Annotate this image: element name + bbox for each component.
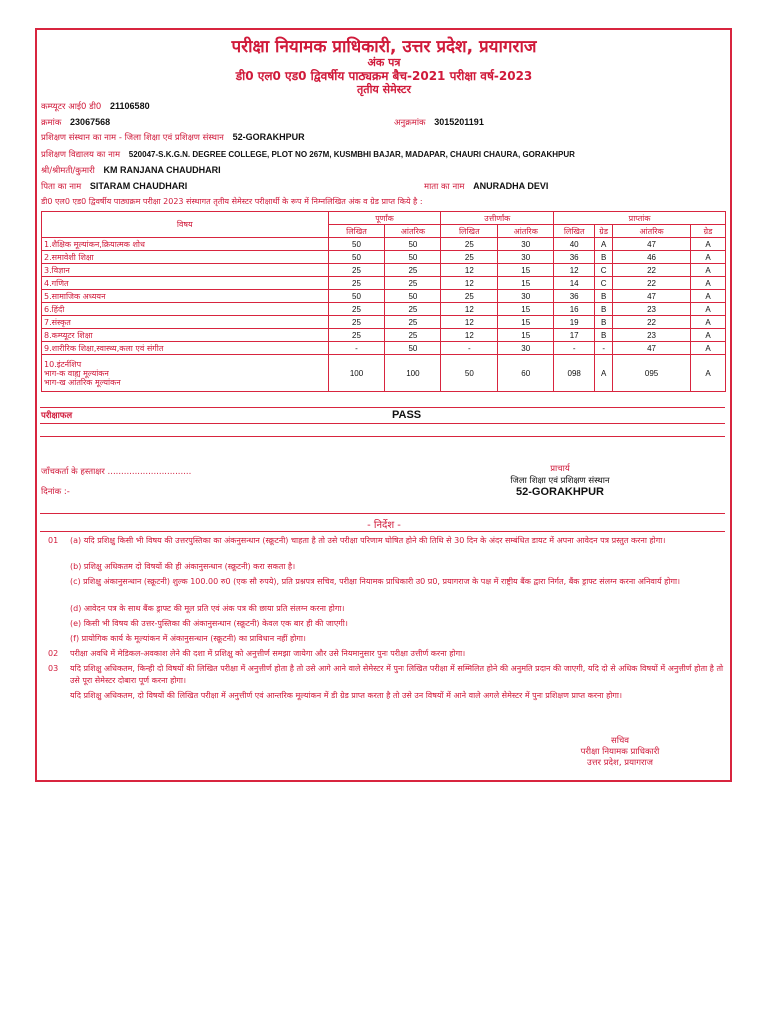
divider [40, 513, 725, 514]
instruction-number: 01 [48, 536, 59, 545]
instruction-01c [48, 576, 728, 600]
subject-cell: 7.संस्कृत [42, 316, 329, 329]
secretary-place: उत्तर प्रदेश, प्रयागराज [587, 758, 653, 768]
written-grade-cell: B [595, 329, 613, 342]
father-value: SITARAM CHAUDHARI [89, 181, 188, 191]
roll-label: अनुक्रमांक [394, 118, 426, 128]
internship-row [42, 355, 726, 392]
pass-written-cell: 12 [441, 316, 498, 329]
internal-grade-cell: A [691, 355, 726, 392]
pass-internal-cell: 30 [498, 238, 554, 251]
instruction-03b [48, 690, 728, 714]
statement-text: डी0 एल0 एड0 द्विवर्षीय पाठ्यक्रम परीक्षा 2023 संस्थागत तृतीय सेमेस्टर परीक्षार्थी के रूप में निम्नलिखित अंक व ग्रेड प्राप्त किये है : [41, 197, 423, 206]
instruction-text: (c) प्रशिक्षु अंकानुसन्धान (स्क्रूटनी) शुल्क 100.00 रु0 (एक सौ रुपये), प्रति प्रश्नपत्र सचिव, परीक्षा नियामक प्राधिकारी उ0 प्र0, प्रयागराज के पक्ष में राष्ट्रीय बैंक द्वारा निर्गत, बैंक ड्राफ्ट संलग्न करना अनिवार्य होगा। [70, 577, 681, 586]
subject-cell: 6.हिंदी [42, 303, 329, 316]
internal-grade-cell: A [691, 342, 726, 355]
pass-marks-header: उत्तीर्णांक [441, 212, 554, 225]
table-row [42, 277, 726, 290]
obtained-marks-header: प्राप्तांक [554, 212, 726, 225]
internal-header: आंतरिक [498, 225, 554, 238]
instruction-text: यदि प्रशिक्षु अधिकतम, किन्ही दो विषयों की लिखित परीक्षा में अनुत्तीर्ण होता है तो उसे आगे आने वाले सेमेस्टर में पुनः लिखित परीक्षा में सम्मिलित होने की अनुमति प्रदान की जाएगी, यदि दो से अधिक विषयों में अनुत्तीर्ण होता है तो उसे पूरा सेमेस्टर दोबारा पूर्ण करना होगा। [70, 664, 724, 685]
pass-written-cell: 50 [441, 355, 498, 392]
principal-org: जिला शिक्षा एवं प्रशिक्षण संस्थान [510, 476, 610, 486]
internal-grade-cell: A [691, 290, 726, 303]
instruction-text: (d) आवेदन पत्र के साथ बैंक ड्राफ्ट की मूल प्रति एवं अंक पत्र की छाया प्रति संलग्न करना होगा। [70, 604, 345, 613]
full-written-cell: 50 [328, 290, 385, 303]
pass-internal-cell: 30 [498, 251, 554, 264]
subject-cell: 8.कम्प्यूटर शिक्षा [42, 329, 329, 342]
written-header: लिखित [441, 225, 498, 238]
secretary-title: सचिव [610, 736, 630, 746]
pass-written-cell: 12 [441, 277, 498, 290]
internship-subject [42, 355, 329, 392]
obtained-internal-cell: 23 [613, 303, 691, 316]
internal-grade-cell: A [691, 238, 726, 251]
mother-row [424, 181, 548, 192]
obtained-written-cell: 14 [554, 277, 595, 290]
grade-header: ग्रेड [691, 225, 726, 238]
full-internal-cell: 50 [385, 290, 441, 303]
internal-header: आंतरिक [385, 225, 441, 238]
obtained-written-cell: - [554, 342, 595, 355]
full-written-cell: 25 [328, 303, 385, 316]
instruction-text: (a) यदि प्रशिक्षु किसी भी विषय की उत्तरपुस्तिका का अंकनुसन्धान (स्क्रूटनी) चाहता है तो उसे परीक्षा परिणाम घोषित होने की तिथि से 30 दिन के अंदर सम्बंधित डायट में अपना आवेदन पत्र प्रस्तुत करना होगा। [70, 536, 666, 545]
result-label: परीक्षाफल [41, 411, 73, 421]
secretary-org: परीक्षा नियामक प्राधिकारी [580, 747, 660, 757]
internship-part-a: भाग-क वाह्य मूल्यांकन [44, 368, 109, 378]
instruction-number: 02 [48, 649, 59, 658]
divider [40, 436, 725, 437]
obtained-internal-cell: 23 [613, 329, 691, 342]
full-internal-cell: 50 [385, 342, 441, 355]
full-internal-cell: 25 [385, 264, 441, 277]
semester-title: तृतीय सेमेस्टर [357, 83, 411, 96]
instruction-text: (b) प्रशिक्षु अधिकतम दो विषयों की ही अंकानुसन्धान (स्क्रूटनी) करा सकता है। [70, 562, 296, 571]
instruction-01a [48, 535, 728, 559]
instruction-text: (e) किसी भी विषय की उत्तर-पुस्तिका की अंकानुसन्धान (स्क्रूटनी) केवल एक बार ही की जाएगी। [70, 619, 348, 628]
written-grade-cell: B [595, 290, 613, 303]
full-written-cell: 25 [328, 277, 385, 290]
instruction-03a [48, 663, 728, 687]
internal-grade-cell: A [691, 277, 726, 290]
pass-internal-cell: 15 [498, 329, 554, 342]
obtained-written-cell: 36 [554, 290, 595, 303]
obtained-internal-cell: 095 [613, 355, 691, 392]
principal-place: 52-GORAKHPUR [515, 486, 604, 498]
full-internal-cell: 25 [385, 329, 441, 342]
obtained-internal-cell: 47 [613, 290, 691, 303]
subject-cell: 3.विज्ञान [42, 264, 329, 277]
internal-header: आंतरिक [613, 225, 691, 238]
college-label: प्रशिक्षण विद्यालय का नाम [41, 150, 121, 160]
table-row [42, 238, 726, 251]
pass-internal-cell: 30 [498, 342, 554, 355]
father-row [41, 181, 187, 192]
internal-grade-cell: A [691, 329, 726, 342]
written-grade-cell: B [595, 316, 613, 329]
principal-title: प्राचार्य [550, 464, 570, 474]
institute-value: 52-GORAKHPUR [232, 132, 305, 142]
pass-written-cell: 25 [441, 251, 498, 264]
serial-row [41, 117, 110, 128]
name-label: श्री/श्रीमती/कुमारी [41, 166, 95, 176]
table-row [42, 329, 726, 342]
serial-value: 23067568 [70, 117, 111, 127]
computer-id-label: कम्प्यूटर आई0 डी0 [41, 102, 102, 112]
full-internal-cell: 100 [385, 355, 441, 392]
pass-internal-cell: 15 [498, 303, 554, 316]
full-internal-cell: 50 [385, 238, 441, 251]
pass-internal-cell: 15 [498, 264, 554, 277]
pass-written-cell: 12 [441, 264, 498, 277]
divider [40, 423, 725, 424]
subject-cell: 2.समावेशी शिक्षा [42, 251, 329, 264]
obtained-internal-cell: 47 [613, 238, 691, 251]
divider [40, 407, 725, 408]
mother-label: माता का नाम [424, 182, 465, 192]
full-written-cell: 50 [328, 251, 385, 264]
written-header: लिखित [554, 225, 595, 238]
authority-title: परीक्षा नियामक प्राधिकारी, उत्तर प्रदेश, प्रयागराज [231, 37, 537, 57]
full-written-cell: 25 [328, 329, 385, 342]
written-grade-cell: A [595, 355, 613, 392]
table-row [42, 264, 726, 277]
serial-label: क्रमांक [41, 118, 62, 128]
pass-written-cell: 25 [441, 290, 498, 303]
written-grade-cell: C [595, 277, 613, 290]
institute-label: प्रशिक्षण संस्थान का नाम - जिला शिक्षा एवं प्रशिक्षण संस्थान [41, 133, 224, 143]
subject-cell: 4.गणित [42, 277, 329, 290]
mother-value: ANURADHA DEVI [473, 181, 549, 191]
obtained-internal-cell: 22 [613, 264, 691, 277]
written-grade-cell: C [595, 264, 613, 277]
name-row [41, 165, 221, 176]
pass-internal-cell: 60 [498, 355, 554, 392]
result-value: PASS [392, 409, 422, 421]
written-grade-cell: - [595, 342, 613, 355]
college-row [41, 149, 575, 160]
instruction-text: परीक्षा अवधि में मेडिकल-अवकाश लेने की दशा में प्रशिक्षु को अनुत्तीर्ण समझा जायेगा और उसे नियमानुसार पुनः परीक्षा उत्तीर्ण करना होगा। [70, 649, 466, 658]
table-row [42, 290, 726, 303]
checker-signature: जाँचकर्ता के हस्ताक्षर ............................... [41, 467, 192, 477]
internal-grade-cell: A [691, 316, 726, 329]
full-internal-cell: 25 [385, 316, 441, 329]
roll-value: 3015201191 [434, 117, 484, 127]
full-internal-cell: 50 [385, 251, 441, 264]
obtained-written-cell: 40 [554, 238, 595, 251]
obtained-written-cell: 19 [554, 316, 595, 329]
pass-written-cell: 12 [441, 329, 498, 342]
obtained-written-cell: 098 [554, 355, 595, 392]
document-type: अंक पत्र [367, 56, 401, 69]
obtained-internal-cell: 22 [613, 316, 691, 329]
pass-written-cell: - [441, 342, 498, 355]
written-grade-cell: A [595, 238, 613, 251]
father-label: पिता का नाम [41, 182, 82, 192]
subject-cell: 1.शैक्षिक मूल्यांकन,क्रियात्मक शोध [42, 238, 329, 251]
full-written-cell: 25 [328, 264, 385, 277]
written-grade-cell: B [595, 303, 613, 316]
obtained-internal-cell: 46 [613, 251, 691, 264]
computer-id-row [41, 101, 150, 112]
full-internal-cell: 25 [385, 303, 441, 316]
obtained-written-cell: 36 [554, 251, 595, 264]
obtained-internal-cell: 22 [613, 277, 691, 290]
obtained-written-cell: 12 [554, 264, 595, 277]
full-written-cell: 50 [328, 238, 385, 251]
instructions-title: - निर्देश - [367, 520, 401, 531]
marks-table [41, 211, 726, 392]
full-internal-cell: 25 [385, 277, 441, 290]
instruction-text: यदि प्रशिक्षु अधिकतम, दो विषयों की लिखित परीक्षा में अनुत्तीर्ण एवं आन्तरिक मूल्यांकन में डी ग्रेड प्राप्त करता है तो उसे उन विषयों में आने वाले अगले सेमेस्टर में पुनः प्रशिक्षण प्राप्त करना होगा। [70, 691, 623, 700]
full-written-cell: 25 [328, 316, 385, 329]
internal-grade-cell: A [691, 264, 726, 277]
obtained-internal-cell: 47 [613, 342, 691, 355]
roll-row [394, 117, 484, 128]
internship-title: 10.इंटर्नशिप [44, 359, 82, 369]
subject-header: विषय [42, 212, 329, 238]
grade-header: ग्रेड [595, 225, 613, 238]
internal-grade-cell: A [691, 303, 726, 316]
pass-written-cell: 12 [441, 303, 498, 316]
date-label: दिनांक :- [41, 487, 70, 497]
pass-internal-cell: 15 [498, 277, 554, 290]
pass-internal-cell: 30 [498, 290, 554, 303]
table-row [42, 316, 726, 329]
written-header: लिखित [328, 225, 385, 238]
pass-written-cell: 25 [441, 238, 498, 251]
table-row [42, 342, 726, 355]
course-title: डी0 एल0 एड0 द्विवर्षीय पाठ्यक्रम बैच-2021 परीक्षा वर्ष-2023 [235, 69, 533, 83]
subject-cell: 9.शारीरिक शिक्षा,स्वास्थ्य,कला एवं संगीत [42, 342, 329, 355]
pass-internal-cell: 15 [498, 316, 554, 329]
college-value: 520047-S.K.G.N. DEGREE COLLEGE, PLOT NO 267M, KUSMBHI BAJAR, MADAPAR, CHAURI CHAURA, GORAKHPUR [128, 150, 575, 159]
full-written-cell: - [328, 342, 385, 355]
instruction-text: (f) प्रायोगिक कार्य के मूल्यांकन में अंकानुसन्धान (स्क्रूटनी) का प्राविधान नहीं होगा। [70, 634, 306, 643]
divider [40, 531, 725, 532]
obtained-written-cell: 17 [554, 329, 595, 342]
table-row [42, 251, 726, 264]
written-grade-cell: B [595, 251, 613, 264]
full-written-cell: 100 [328, 355, 385, 392]
instruction-number: 03 [48, 664, 59, 673]
obtained-written-cell: 16 [554, 303, 595, 316]
full-marks-header: पूर्णांक [328, 212, 441, 225]
institute-row [41, 132, 305, 143]
internal-grade-cell: A [691, 251, 726, 264]
internship-part-b: भाग-ख आंतरिक मूल्यांकन [44, 377, 121, 387]
computer-id-value: 21106580 [110, 101, 150, 111]
table-row [42, 303, 726, 316]
subject-cell: 5.सामाजिक अध्ययन [42, 290, 329, 303]
name-value: KM RANJANA CHAUDHARI [103, 165, 221, 175]
